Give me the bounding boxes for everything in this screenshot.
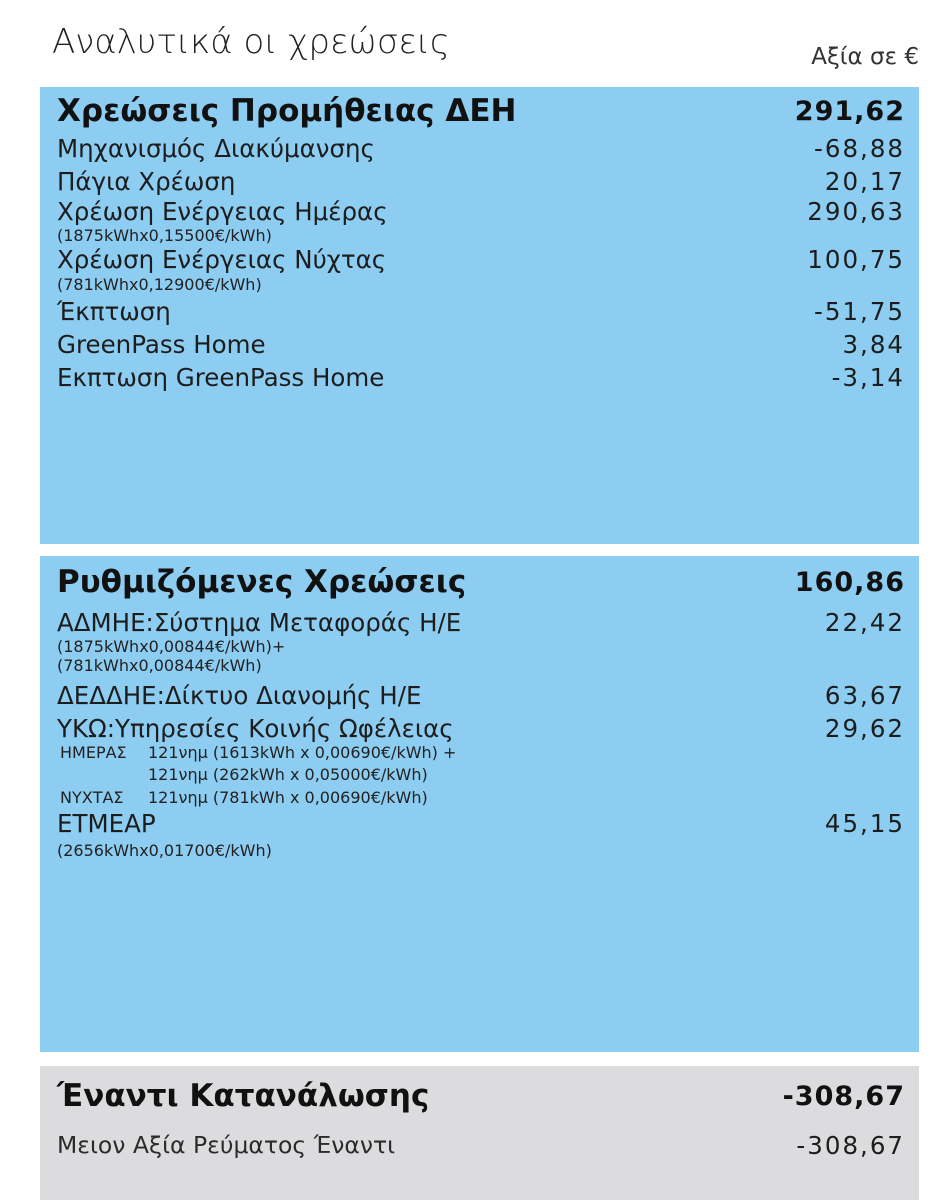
charge-label: Μηχανισμός Διακύμανσης xyxy=(57,134,375,163)
charge-label: ΑΔΜΗΕ:Σύστημα Μεταφοράς Η/Ε xyxy=(57,608,462,637)
charge-label: Χρέωση Ενέργειας Νύχτας xyxy=(57,245,387,274)
charge-calculation-note: 121νημ (262kWh x 0,05000€/kWh) xyxy=(148,765,428,784)
charge-calculation-note: (781kWhx0,00844€/kWh) xyxy=(57,656,262,675)
charge-label: GreenPass Home xyxy=(57,330,266,359)
charge-label: Χρέωση Ενέργειας Ημέρας xyxy=(57,197,388,226)
charge-label: ΕΤΜΕΑΡ xyxy=(57,809,156,838)
charge-label: ΥΚΩ:Υπηρεσίες Κοινής Ωφέλειας xyxy=(57,714,454,743)
section-title: Ρυθμιζόμενες Χρεώσεις xyxy=(57,564,467,600)
regulated-charges-section xyxy=(40,556,919,1052)
charge-calculation-note: (2656kWhx0,01700€/kWh) xyxy=(57,841,272,860)
charge-label: ΔΕΔΔΗΕ:Δίκτυο Διανομής Η/Ε xyxy=(57,681,422,710)
charge-label: Εκπτωση GreenPass Home xyxy=(57,363,385,392)
supply-charges-section xyxy=(40,87,919,544)
charge-row xyxy=(57,681,905,717)
section-title: Χρεώσεις Προμήθειας ΔΕΗ xyxy=(57,93,517,129)
charge-label: Πάγια Χρέωση xyxy=(57,167,236,196)
charge-label: Έκπτωση xyxy=(57,297,171,326)
charge-value: 3,84 xyxy=(842,330,905,359)
charge-row xyxy=(57,1131,905,1167)
charge-label: Μειον Αξία Ρεύματος Έναντι xyxy=(57,1131,396,1159)
section-total: -308,67 xyxy=(782,1081,905,1112)
section-total: 160,86 xyxy=(794,567,905,598)
charge-row xyxy=(57,297,905,333)
charge-value: 100,75 xyxy=(807,245,905,274)
charge-row xyxy=(57,363,905,399)
charge-value: 20,17 xyxy=(824,167,905,196)
charge-value: 290,63 xyxy=(807,197,905,226)
supply-charges-header xyxy=(57,93,905,129)
charge-value: 45,15 xyxy=(824,809,905,838)
charge-calculation-note: (781kWhx0,12900€/kWh) xyxy=(57,275,262,294)
currency-unit-label: Αξία σε € xyxy=(811,44,919,70)
section-title: Έναντι Κατανάλωσης xyxy=(57,1078,430,1114)
section-total: 291,62 xyxy=(794,96,905,127)
charge-calculation-note: 121νημ (1613kWh x 0,00690€/kWh) + xyxy=(148,743,457,762)
charge-value: -68,88 xyxy=(814,134,905,163)
charge-value: -51,75 xyxy=(814,297,905,326)
charge-row xyxy=(57,330,905,366)
charge-value: 22,42 xyxy=(824,608,905,637)
period-tag-day: ΗΜΕΡΑΣ xyxy=(60,743,127,762)
period-tag-night: ΝΥΧΤΑΣ xyxy=(60,788,124,807)
offset-consumption-header xyxy=(57,1078,905,1114)
charge-calculation-note: 121νημ (781kWh x 0,00690€/kWh) xyxy=(148,788,428,807)
charge-value: 63,67 xyxy=(824,681,905,710)
charge-row xyxy=(57,134,905,170)
offset-consumption-section xyxy=(40,1066,919,1200)
charge-value: -308,67 xyxy=(796,1131,905,1160)
charge-value: 29,62 xyxy=(824,714,905,743)
regulated-charges-header xyxy=(57,564,905,600)
charge-value: -3,14 xyxy=(831,363,905,392)
charge-calculation-note: (1875kWhx0,00844€/kWh)+ xyxy=(57,637,286,656)
page-title: Αναλυτικά οι χρεώσεις xyxy=(52,22,450,62)
charge-calculation-note: (1875kWhx0,15500€/kWh) xyxy=(57,226,272,245)
charge-row xyxy=(57,809,905,845)
